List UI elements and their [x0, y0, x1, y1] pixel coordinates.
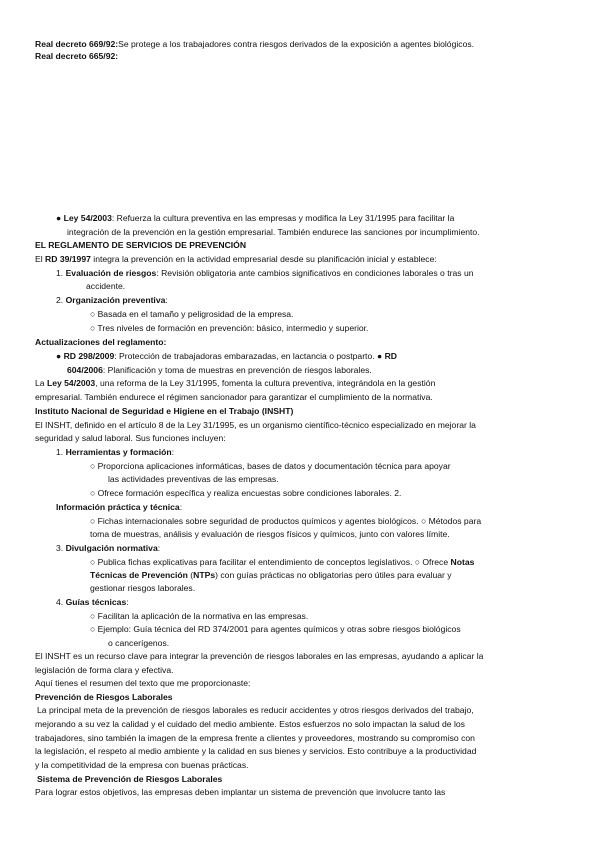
- sub-item-aplicaciones-cont: las actividades preventivas de las empresas.: [108, 474, 279, 484]
- rd39-label: RD 39/1997: [45, 254, 91, 264]
- function-divulgacion: 3. Divulgación normativa:: [56, 543, 161, 553]
- prevencion-p4: la legislación, el respeto al medio ambiente y la calidad en sus bienes y servicios. Esto contribuye a la productividad: [35, 746, 477, 756]
- list-item-evaluacion: 1. Evaluación de riesgos: Revisión obligatoria ante cambios significativos en condiciones laborales o tras un: [56, 268, 474, 278]
- summary-intro: Aquí tienes el resumen del texto que me proporcionaste:: [35, 678, 251, 688]
- prevencion-p3: trabajadores, sino también la imagen de la empresa frente a clientes y proveedores, mostrando su compromiso con: [35, 733, 475, 743]
- sub-item-publica-cont: Técnicas de Prevención (NTPs) con guías prácticas no obligatorias pero útiles para evaluar y: [90, 570, 452, 580]
- rd604-label: 604/2006: [67, 365, 103, 375]
- rd665-line: [35, 50, 118, 62]
- sub-item-facilitan: ○ Facilitan la aplicación de la normativa en las empresas.: [90, 611, 309, 621]
- function-informacion: Información práctica y técnica:: [56, 502, 183, 512]
- prevencion-p1: La principal meta de la prevención de riesgos laborales es reducir accidentes y otros riesgos derivados del trabajo,: [37, 705, 474, 715]
- insht-intro-1: El INSHT, definido en el artículo 8 de la Ley 31/1995, es un organismo científico-técnico especializado en mejorar la: [35, 420, 476, 430]
- sub-item-publica-cont-2: gestionar riesgos laborales.: [90, 583, 196, 593]
- rd669-text: Se protege a los trabajadores contra riesgos derivados de la exposición a agentes biológicos.: [118, 39, 475, 49]
- reglamento-heading: EL REGLAMENTO DE SERVICIOS DE PREVENCIÓN: [35, 240, 247, 250]
- reglamento-intro: El RD 39/1997 integra la prevención en la actividad empresarial desde su planificación inicial y establece:: [35, 254, 437, 264]
- actualizaciones-heading: Actualizaciones del reglamento:: [35, 337, 167, 347]
- sub-item-ejemplo-cont: o cancerígenos.: [108, 638, 170, 648]
- rd669-line: [35, 38, 474, 50]
- ley54-label: Ley 54/2003: [63, 213, 112, 223]
- ley54-bullet: ●: [56, 213, 62, 223]
- ley54-bullet-line: [56, 212, 454, 224]
- sub-item-fichas-cont: toma de muestras, análisis y evaluación de riesgos físicos y químicos, junto con valores límite.: [90, 529, 450, 539]
- sub-item-ejemplo: ○ Ejemplo: Guía técnica del RD 374/2001 para agentes químicos y otras sobre riesgos biológicos: [90, 624, 461, 634]
- sistema-p1: Para lograr estos objetivos, las empresas deben implantar un sistema de prevención que involucre tanto las: [35, 787, 446, 797]
- rd665-label: Real decreto 665/92:: [35, 51, 119, 61]
- rd669-label: Real decreto 669/92:: [35, 39, 119, 49]
- ley54-text-1: : Refuerza la cultura preventiva en las empresas y modifica la Ley 31/1995 para facilitar la: [111, 213, 455, 223]
- function-herramientas: 1. Herramientas y formación:: [56, 447, 174, 457]
- rd298-line: ● RD 298/2009: Protección de trabajadoras embarazadas, en lactancia o postparto. ● RD: [56, 351, 397, 361]
- ley54-reform-line-2: empresarial. También endurece el régimen sancionador para garantizar el cumplimiento de la normativa.: [35, 392, 433, 402]
- prevencion-heading: Prevención de Riesgos Laborales: [35, 692, 173, 702]
- list-item-organizacion: 2. Organización preventiva:: [56, 295, 168, 305]
- sub-item-aplicaciones: ○ Proporciona aplicaciones informáticas, bases de datos y documentación técnica para apoyar: [90, 461, 451, 471]
- insht-intro-2: seguridad y salud laboral. Sus funciones incluyen:: [35, 433, 226, 443]
- sub-item-basada: ○ Basada en el tamaño y peligrosidad de la empresa.: [90, 309, 294, 319]
- insht-heading: Instituto Nacional de Seguridad e Higiene en el Trabajo (INSHT): [35, 406, 294, 416]
- prevencion-p5: y la competitividad de la empresa con buenas prácticas.: [35, 760, 249, 770]
- sub-item-publica: ○ Publica fichas explicativas para facilitar el entendimiento de conceptos legislativos. ○ Ofrece Notas: [90, 557, 475, 567]
- function-guias: 4. Guías técnicas:: [56, 597, 129, 607]
- list-item-evaluacion-cont: accidente.: [86, 281, 126, 291]
- sub-item-formacion: ○ Ofrece formación específica y realiza encuestas sobre condiciones laborales. 2.: [90, 488, 402, 498]
- sistema-heading: Sistema de Prevención de Riesgos Laborales: [37, 774, 223, 784]
- ley54-reform-line-1: La Ley 54/2003, una reforma de la Ley 31/1995, fomenta la cultura preventiva, integrándola en la gestión: [35, 378, 436, 388]
- prevencion-p2: mejorando a su vez la calidad y el cuidado del medio ambiente. Estos esfuerzos no solo impactan la salud de los: [35, 719, 465, 729]
- insht-closing-1: El INSHT es un recurso clave para integrar la prevención de riesgos laborales en las empresas, ayudando a aplicar la: [35, 651, 484, 661]
- sub-item-fichas: ○ Fichas internacionales sobre seguridad de productos químicos y agentes biológicos. ○ Métodos para: [90, 516, 482, 526]
- rd604-line: 604/2006: Planificación y toma de muestras en prevención de riesgos laborales.: [67, 365, 372, 375]
- sub-item-niveles: ○ Tres niveles de formación en prevención: básico, intermedio y superior.: [90, 323, 369, 333]
- ley54-text-2: integración de la prevención en la gestión empresarial. También endurece las sanciones por incumplimiento.: [67, 227, 480, 237]
- rd298-label: RD 298/2009: [63, 351, 115, 361]
- insht-closing-2: legislación de forma clara y efectiva.: [35, 665, 174, 675]
